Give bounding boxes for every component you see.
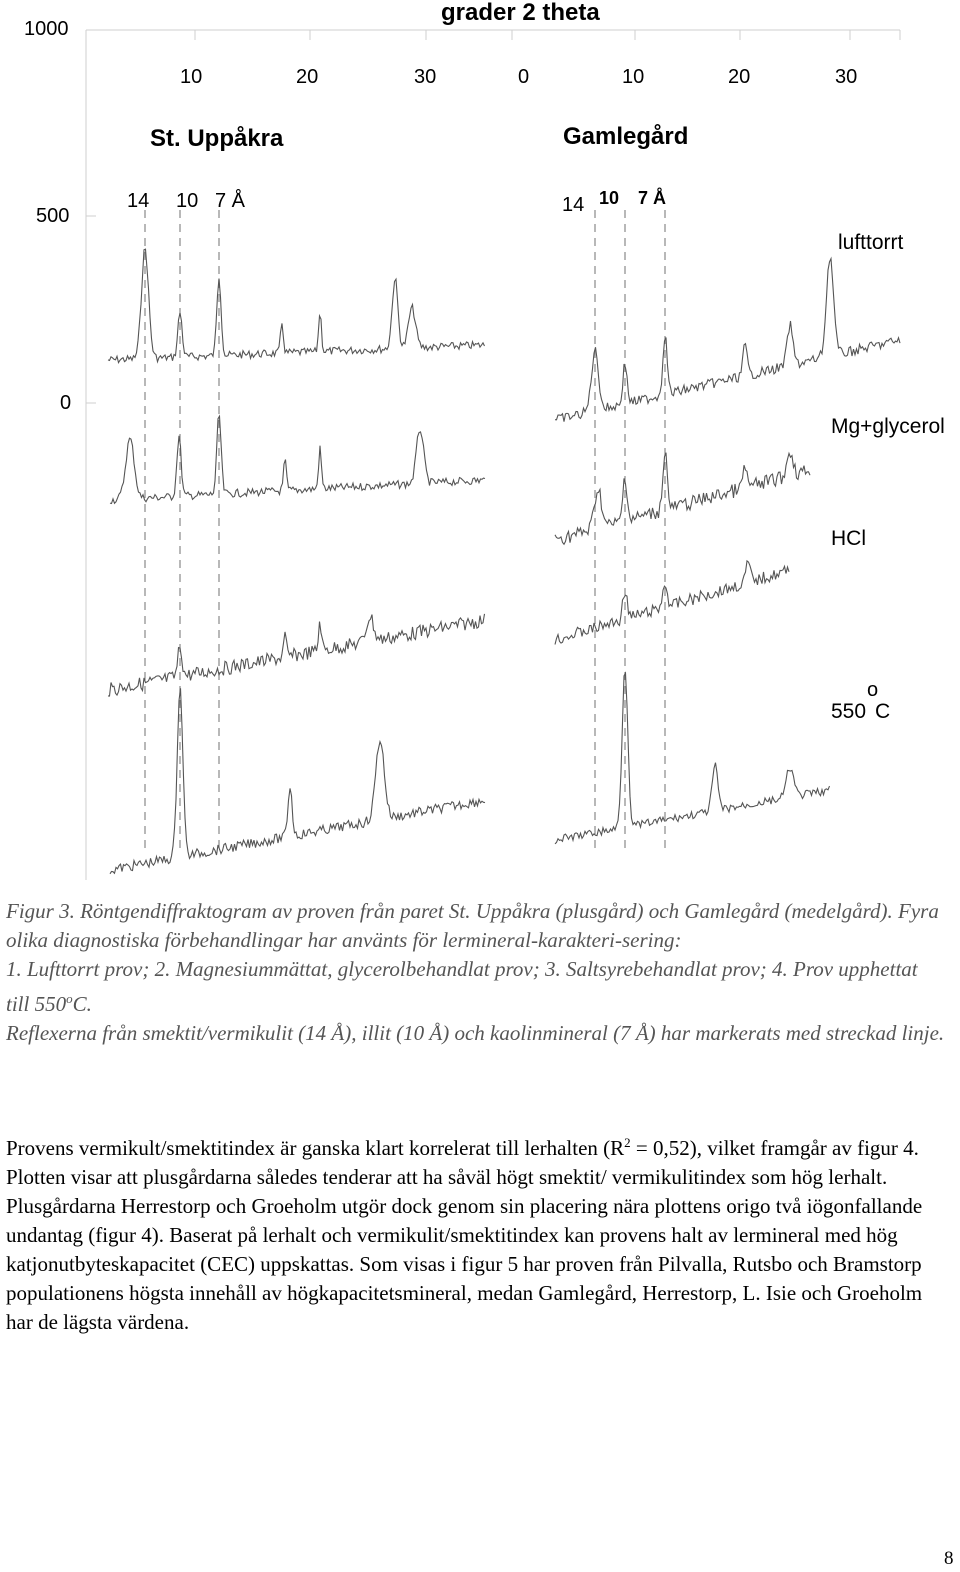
x-tick-right-10: 10 [622,66,645,88]
y-tick-1000: 1000 [24,18,69,40]
x-tick-left-10: 10 [180,66,203,88]
caption-line-1: Figur 3. Röntgendiffraktogram av proven från paret St. Uppåkra (plusgård) och Gamlegård (medelgård). Fyra olika diagnostiska förbehandlingar har använts för lermineral-karakteri-sering: [6,899,939,952]
trace-right-lufttorrt [555,259,900,422]
degree-symbol: o [867,679,879,701]
peak-label-right-14: 14 [562,194,585,216]
x-tick-left-30: 30 [414,66,437,88]
caption-line-3: Reflexerna från smektit/vermikulit (14 Å), illit (10 Å) och kaolinmineral (7 Å) har markerats med streckad linje. [6,1021,945,1045]
treatment-550: 550 [831,700,867,723]
body-paragraph [6,1128,951,1337]
treatment-hcl: HCl [831,527,866,550]
treatment-mg-glycerol: Mg+glycerol [831,415,945,438]
figure-caption [6,897,946,1048]
caption-line-2a: 1. Lufttorrt prov; 2. Magnesiummättat, glycerolbehandlat prov; 3. Saltsyrebehandlat prov; 4. Prov upphettat till 550 [6,957,918,1016]
peak-label-right-10: 10 [599,188,620,208]
caption-line-2b: C. [72,992,92,1016]
body-part-2: = 0,52), vilket framgår av figur 4. Plotten visar att plusgårdarna således tenderar att ha såväl högt smektit/ vermikulitindex som hög lerhalt. Plusgårdarna Herrestorp och Groeholm utgör dock genom sin placering nära plottens origo två iögonfallande undantag (figur 4). Baserat på lerhalt och vermikulit/smektitindex kan provens halt av lermineral med hög katjonutbyteskapacitet (CEC) uppskattas. Som visas i figur 5 har proven från Pilvalla, Rutsbo och Bramstorp populationens högsta innehåll av högkapacitetsmineral, medan Gamlegård, Herrestorp, L. Isie och Groeholm har de lägsta värdena. [6,1136,923,1334]
trace-left-hcl [108,614,485,696]
trace-left-550c [110,688,485,874]
peak-label-left-14: 14 [127,190,150,212]
trace-left-mg-glycerol [110,416,485,503]
site-label-st-uppakra: St. Uppåkra [150,125,284,152]
trace-left-lufttorrt [108,249,485,362]
page-number: 8 [944,1548,954,1569]
trace-right-mg-glycerol [555,453,810,545]
treatment-lufttorrt: lufttorrt [838,231,904,254]
peak-label-right-7: 7 Å [638,188,667,208]
body-superscript: 2 [624,1135,631,1150]
peak-label-left-7: 7 Å [215,190,246,212]
y-tick-500: 500 [36,205,70,227]
body-part-1: Provens vermikult/smektitindex är ganska klart korrelerat till lerhalten (R [6,1136,625,1160]
treatment-celsius: C [875,700,891,723]
x-tick-right-0: 0 [518,66,530,88]
y-tick-0: 0 [60,392,72,414]
x-tick-left-20: 20 [296,66,319,88]
caption-degree: o [66,991,73,1006]
caption-line-2 [6,955,946,1019]
x-tick-right-30: 30 [835,66,858,88]
x-tick-right-20: 20 [728,66,751,88]
trace-right-hcl [555,561,789,645]
axis-header: grader 2 theta [441,0,600,26]
peak-label-left-10: 10 [176,190,199,212]
site-label-gamlegard: Gamlegård [563,123,689,150]
trace-right-550c [555,673,830,844]
